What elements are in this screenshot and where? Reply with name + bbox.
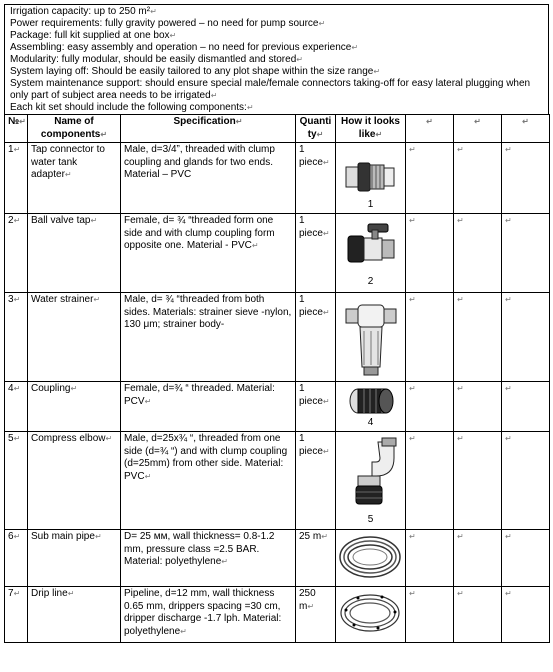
tap-connector-icon [342, 153, 400, 201]
row-image-cell [336, 587, 406, 643]
row-empty-2: ↵ [454, 143, 502, 214]
row-qty: 25 m↵ [296, 530, 336, 587]
row-spec: Male, d=3/4”, threaded with clump coupling and glands for two ends. Material – PVC [121, 143, 296, 214]
row-qty: 1 piece↵ [296, 293, 336, 382]
row-spec: Male, d=25x¾ “, threaded from one side (d=¾ “) and with clump coupling (d=25mm) from other side. Material: PVC↵ [121, 432, 296, 530]
row-empty-1: ↵ [406, 587, 454, 643]
row-empty-2: ↵ [454, 214, 502, 293]
components-table [4, 114, 550, 643]
row-empty-3: ↵ [502, 382, 550, 432]
table-row [5, 293, 550, 382]
row-empty-1: ↵ [406, 382, 454, 432]
row-empty-2: ↵ [454, 382, 502, 432]
row-image-cell [336, 432, 406, 530]
row-empty-3: ↵ [502, 432, 550, 530]
spec-document [4, 4, 549, 643]
row-empty-1: ↵ [406, 432, 454, 530]
table-row [5, 530, 550, 587]
row-empty-3: ↵ [502, 587, 550, 643]
pipe-coil-icon [338, 533, 402, 581]
header-spec: Specification↵ [121, 115, 296, 143]
intro-line-laying: System laying off: Should be easily tailored to any plot shape within the size range↵ [10, 66, 381, 77]
image-label: 2 [367, 276, 374, 287]
table-row [5, 214, 550, 293]
row-num: 5↵ [5, 432, 28, 530]
water-strainer-icon [342, 295, 400, 379]
header-name: Name of components↵ [28, 115, 121, 143]
intro-block [4, 4, 549, 114]
image-label: 1 [367, 199, 374, 210]
row-empty-1: ↵ [406, 530, 454, 587]
row-qty: 1 piece↵ [296, 382, 336, 432]
row-empty-2: ↵ [454, 587, 502, 643]
row-image-cell [336, 143, 406, 214]
row-spec: Male, d= ¾ “threaded from both sides. Materials: strainer sieve -nylon, 130 μm; strainer body- [121, 293, 296, 382]
header-empty-1: ↵ [406, 115, 454, 143]
row-spec: Female, d= ¾ “threaded form one side and with clump coupling form opposite one. Material - PVC↵ [121, 214, 296, 293]
intro-line-modularity: Modularity: fully modular, should be easily dismantled and stored↵ [10, 54, 303, 65]
row-image-cell [336, 530, 406, 587]
header-empty-2: ↵ [454, 115, 502, 143]
intro-line-components: Each kit set should include the following components:↵ [10, 102, 254, 113]
row-empty-3: ↵ [502, 530, 550, 587]
intro-line-maintenance: System maintenance support: should ensure special male/female connectors taking-off for easy lateral plugging when only part of subject area needs to be irrigated↵ [10, 78, 531, 101]
table-header-row [5, 115, 550, 143]
row-num: 6↵ [5, 530, 28, 587]
row-num: 4↵ [5, 382, 28, 432]
row-qty: 1 piece↵ [296, 214, 336, 293]
row-name: Coupling↵ [28, 382, 121, 432]
row-qty: 1 piece↵ [296, 432, 336, 530]
intro-line-power: Power requirements: fully gravity powered – no need for pump source↵ [10, 18, 326, 29]
row-name: Compress elbow↵ [28, 432, 121, 530]
intro-line-capacity: Irrigation capacity: up to 250 m²↵ [10, 6, 157, 17]
row-empty-1: ↵ [406, 143, 454, 214]
row-num: 3↵ [5, 293, 28, 382]
header-num: №↵ [5, 115, 28, 143]
row-name: Water strainer↵ [28, 293, 121, 382]
header-empty-3: ↵ [502, 115, 550, 143]
row-spec: Pipeline, d=12 mm, wall thickness 0.65 mm, drippers spacing =30 cm, dripper discharge -1.7 lph. Material: polyethylene↵ [121, 587, 296, 643]
row-spec: D= 25 мм, wall thickness= 0.8-1.2 mm, pressure class =2.5 BAR. Material: polyethylene↵ [121, 530, 296, 587]
row-num: 7↵ [5, 587, 28, 643]
row-image-cell [336, 293, 406, 382]
row-empty-3: ↵ [502, 214, 550, 293]
ball-valve-icon [342, 218, 400, 274]
intro-line-package: Package: full kit supplied at one box↵ [10, 30, 177, 41]
header-qty: Quanti ty↵ [296, 115, 336, 143]
table-row [5, 587, 550, 643]
row-num: 1↵ [5, 143, 28, 214]
row-qty: 1 piece↵ [296, 143, 336, 214]
table-row [5, 432, 550, 530]
row-image-cell [336, 382, 406, 432]
row-empty-2: ↵ [454, 432, 502, 530]
row-qty: 250 m↵ [296, 587, 336, 643]
image-label: 4 [367, 417, 374, 428]
image-label: 5 [367, 514, 374, 525]
row-empty-2: ↵ [454, 293, 502, 382]
row-name: Sub main pipe↵ [28, 530, 121, 587]
row-name: Tap connector to water tank adapter↵ [28, 143, 121, 214]
compress-elbow-icon [342, 436, 400, 512]
table-row [5, 143, 550, 214]
header-look: How it looks like↵ [336, 115, 406, 143]
intro-line-assembling: Assembling: easy assembly and operation – no need for previous experience↵ [10, 42, 359, 53]
coupling-icon [342, 384, 400, 418]
row-empty-1: ↵ [406, 293, 454, 382]
row-empty-1: ↵ [406, 214, 454, 293]
row-empty-3: ↵ [502, 293, 550, 382]
row-name: Drip line↵ [28, 587, 121, 643]
row-name: Ball valve tap↵ [28, 214, 121, 293]
row-image-cell [336, 214, 406, 293]
row-spec: Female, d=¾ “ threaded. Material: PCV↵ [121, 382, 296, 432]
row-empty-3: ↵ [502, 143, 550, 214]
row-empty-2: ↵ [454, 530, 502, 587]
row-num: 2↵ [5, 214, 28, 293]
table-row [5, 382, 550, 432]
drip-line-coil-icon [338, 590, 402, 636]
